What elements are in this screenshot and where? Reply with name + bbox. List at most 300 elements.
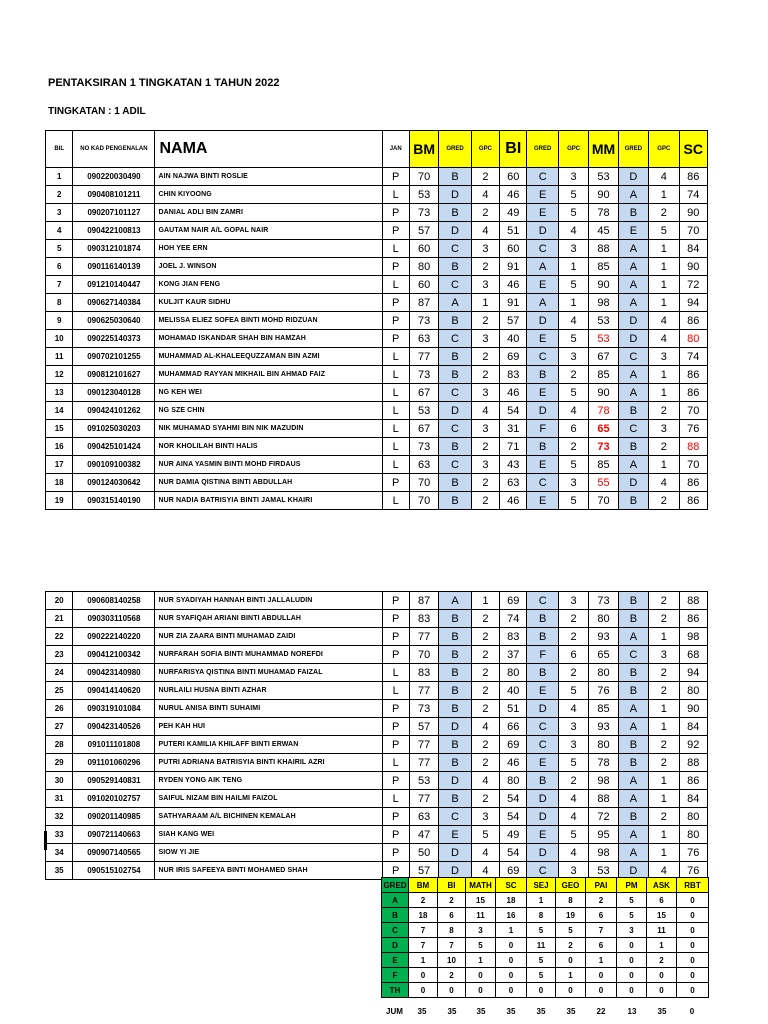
cell-mm-gpc: 2 — [649, 402, 679, 420]
header-ic: NO KAD PENGENALAN — [73, 131, 155, 168]
cell-bi-gpc: 5 — [558, 754, 588, 772]
header-mm: MM — [589, 131, 618, 168]
summary-count: 2 — [409, 893, 438, 908]
cell-mm: 98 — [589, 294, 618, 312]
summary-count: 15 — [466, 893, 496, 908]
cell-bm-gred: C — [439, 456, 471, 474]
cell-ic: 090201140985 — [73, 808, 155, 826]
table-header-row — [46, 131, 708, 168]
cell-mm: 90 — [589, 276, 618, 294]
cell-bm-gpc: 2 — [471, 312, 499, 330]
cell-ic: 091025030203 — [73, 420, 155, 438]
jum-value: 0 — [689, 1007, 695, 1016]
cell-bi-gpc: 4 — [558, 700, 588, 718]
cell-bi: 54 — [500, 402, 527, 420]
cell-bi-gpc: 5 — [558, 384, 588, 402]
summary-count: 5 — [527, 923, 556, 938]
summary-count: 3 — [617, 923, 647, 938]
cell-mm-gred: A — [618, 772, 648, 790]
cell-sc: 86 — [679, 610, 708, 628]
cell-jan: P — [382, 312, 409, 330]
summary-count: 0 — [617, 983, 647, 998]
cell-ic: 091101060296 — [73, 754, 155, 772]
cell-mm-gpc: 2 — [649, 808, 679, 826]
summary-count: 0 — [409, 983, 438, 998]
summary-header-cell: BM — [409, 878, 438, 893]
cell-mm-gpc: 3 — [649, 420, 679, 438]
header-sc: SC — [679, 131, 708, 168]
summary-count: 19 — [556, 908, 586, 923]
table-row — [46, 348, 708, 366]
cell-bm-gpc: 2 — [471, 348, 499, 366]
cell-bi-gred: C — [527, 348, 558, 366]
cell-bi-gpc: 3 — [558, 592, 588, 610]
cell-bm-gred: B — [439, 168, 471, 186]
jum-value: 35 — [657, 1007, 667, 1016]
jum-value: 35 — [566, 1007, 576, 1016]
cell-ic: 090222140220 — [73, 628, 155, 646]
cell-bm-gpc: 5 — [471, 826, 499, 844]
summary-header-cell: RBT — [677, 878, 709, 893]
cell-ic: 090315140190 — [73, 492, 155, 510]
cell-sc: 80 — [679, 330, 708, 348]
cell-bi-gred: E — [527, 186, 558, 204]
cell-mm-gpc: 1 — [649, 826, 679, 844]
cell-bm-gpc: 3 — [471, 456, 499, 474]
cell-bi-gpc: 4 — [558, 222, 588, 240]
page-title: PENTAKSIRAN 1 TINGKATAN 1 TAHUN 2022 — [48, 77, 280, 89]
cell-sc: 68 — [679, 646, 708, 664]
cell-bi-gred: C — [527, 240, 558, 258]
cell-mm-gpc: 1 — [649, 294, 679, 312]
cell-mm-gred: D — [618, 862, 648, 880]
summary-count: 0 — [556, 953, 586, 968]
cell-bil: 3 — [46, 204, 73, 222]
summary-count: 0 — [617, 968, 647, 983]
cell-ic: 090423140980 — [73, 664, 155, 682]
table-row — [46, 808, 708, 826]
summary-count: 1 — [496, 923, 527, 938]
summary-count: 15 — [647, 908, 677, 923]
cell-bm: 77 — [409, 790, 438, 808]
cell-bi-gpc: 3 — [558, 348, 588, 366]
cell-jan: P — [382, 610, 409, 628]
cell-bm: 73 — [409, 204, 438, 222]
cell-mm: 78 — [589, 754, 618, 772]
cell-mm-gred: A — [618, 718, 648, 736]
cell-bm-gpc: 1 — [471, 592, 499, 610]
summary-count: 6 — [586, 938, 617, 953]
cell-bm-gred: C — [439, 808, 471, 826]
table-row — [46, 276, 708, 294]
cell-bi-gred: D — [527, 402, 558, 420]
cell-name: MUHAMMAD RAYYAN MIKHAIL BIN AHMAD FAIZ — [155, 366, 382, 384]
summary-grade-label: B — [382, 908, 409, 923]
cell-bm: 63 — [409, 330, 438, 348]
cell-bm-gred: B — [439, 682, 471, 700]
cell-mm-gred: B — [618, 754, 648, 772]
cell-mm: 88 — [589, 790, 618, 808]
summary-count: 0 — [677, 893, 709, 908]
table-row — [46, 456, 708, 474]
cell-bm-gred: A — [439, 592, 471, 610]
cell-sc: 86 — [679, 474, 708, 492]
cell-bm: 57 — [409, 718, 438, 736]
cell-mm-gred: B — [618, 736, 648, 754]
cell-name: MOHAMAD ISKANDAR SHAH BIN HAMZAH — [155, 330, 382, 348]
table-row — [46, 844, 708, 862]
cell-bi-gred: C — [527, 474, 558, 492]
table-row — [46, 294, 708, 312]
jum-value: 13 — [627, 1007, 637, 1016]
cell-name: NURUL ANISA BINTI SUHAIMI — [155, 700, 382, 718]
cell-name: GAUTAM NAIR A/L GOPAL NAIR — [155, 222, 382, 240]
cell-mm-gred: A — [618, 276, 648, 294]
cell-bm-gred: D — [439, 222, 471, 240]
cell-mm: 65 — [589, 646, 618, 664]
cell-jan: P — [382, 330, 409, 348]
cell-bm-gred: B — [439, 348, 471, 366]
cell-mm-gred: A — [618, 294, 648, 312]
cell-name: NG SZE CHIN — [155, 402, 382, 420]
cell-bi: 60 — [500, 168, 527, 186]
cell-bm: 60 — [409, 276, 438, 294]
table-row — [46, 718, 708, 736]
cell-jan: P — [382, 808, 409, 826]
jum-value: 22 — [596, 1007, 606, 1016]
cell-ic: 090408101211 — [73, 186, 155, 204]
cell-bi-gred: C — [527, 168, 558, 186]
cell-bm: 67 — [409, 420, 438, 438]
cell-ic: 090123040128 — [73, 384, 155, 402]
cell-bm-gred: D — [439, 844, 471, 862]
cell-bm: 70 — [409, 168, 438, 186]
cell-bil: 21 — [46, 610, 73, 628]
cell-jan: P — [382, 222, 409, 240]
summary-count: 16 — [496, 908, 527, 923]
cell-sc: 90 — [679, 258, 708, 276]
cell-mm: 78 — [589, 402, 618, 420]
summary-count: 7 — [586, 923, 617, 938]
cell-jan: P — [382, 258, 409, 276]
cell-bm: 83 — [409, 610, 438, 628]
cell-mm-gred: A — [618, 258, 648, 276]
cell-mm-gpc: 2 — [649, 754, 679, 772]
summary-count: 11 — [647, 923, 677, 938]
header-gpc-bm: GPC — [471, 131, 499, 168]
summary-count: 18 — [409, 908, 438, 923]
cell-mm-gpc: 1 — [649, 844, 679, 862]
cell-ic: 090412100342 — [73, 646, 155, 664]
summary-count: 1 — [556, 968, 586, 983]
cell-sc: 70 — [679, 222, 708, 240]
summary-count: 0 — [647, 968, 677, 983]
cell-bil: 27 — [46, 718, 73, 736]
cell-mm: 85 — [589, 258, 618, 276]
cell-bi-gred: A — [527, 294, 558, 312]
cell-name: NUR IRIS SAFEEYA BINTI MOHAMED SHAH — [155, 862, 382, 880]
cell-bm-gred: B — [439, 474, 471, 492]
cell-bil: 15 — [46, 420, 73, 438]
cell-ic: 090423140526 — [73, 718, 155, 736]
cell-bm-gpc: 3 — [471, 276, 499, 294]
table-row — [46, 312, 708, 330]
cell-mm-gred: B — [618, 492, 648, 510]
cell-jan: P — [382, 718, 409, 736]
cell-bm: 57 — [409, 862, 438, 880]
summary-count: 2 — [586, 893, 617, 908]
cell-bm-gpc: 1 — [471, 294, 499, 312]
summary-row — [382, 923, 709, 938]
cell-bm-gpc: 3 — [471, 808, 499, 826]
cell-name: PUTERI KAMILIA KHILAFF BINTI ERWAN — [155, 736, 382, 754]
cell-mm: 53 — [589, 312, 618, 330]
summary-count: 11 — [527, 938, 556, 953]
cell-jan: P — [382, 736, 409, 754]
cell-bi-gred: E — [527, 204, 558, 222]
cell-mm-gred: E — [618, 222, 648, 240]
cell-jan: L — [382, 664, 409, 682]
summary-count: 0 — [677, 923, 709, 938]
cell-ic: 090303110568 — [73, 610, 155, 628]
summary-count: 0 — [466, 968, 496, 983]
cell-bil: 22 — [46, 628, 73, 646]
cell-bm: 73 — [409, 312, 438, 330]
grade-summary-table — [381, 877, 709, 998]
cell-bi-gpc: 3 — [558, 168, 588, 186]
cell-ic: 090207101127 — [73, 204, 155, 222]
cell-sc: 90 — [679, 204, 708, 222]
header-gred-bi: GRED — [527, 131, 558, 168]
cell-jan: P — [382, 474, 409, 492]
cell-bm-gpc: 2 — [471, 258, 499, 276]
cell-bm-gpc: 4 — [471, 862, 499, 880]
cell-bil: 29 — [46, 754, 73, 772]
summary-count: 0 — [438, 983, 466, 998]
summary-count: 8 — [527, 908, 556, 923]
cell-name: NUR SYAFIQAH ARIANI BINTI ABDULLAH — [155, 610, 382, 628]
summary-count: 5 — [527, 953, 556, 968]
cell-bi-gred: E — [527, 384, 558, 402]
cell-bm-gpc: 3 — [471, 384, 499, 402]
cell-bm-gpc: 2 — [471, 168, 499, 186]
cell-jan: L — [382, 186, 409, 204]
cell-bi: 40 — [500, 330, 527, 348]
table-row — [46, 168, 708, 186]
summary-count: 0 — [496, 938, 527, 953]
summary-count: 0 — [496, 953, 527, 968]
header-gpc-mm: GPC — [649, 131, 679, 168]
cell-bil: 9 — [46, 312, 73, 330]
cell-bi-gpc: 5 — [558, 682, 588, 700]
table-row — [46, 420, 708, 438]
cell-bm: 47 — [409, 826, 438, 844]
cell-bm-gpc: 2 — [471, 474, 499, 492]
cell-bi: 71 — [500, 438, 527, 456]
cell-bm: 73 — [409, 700, 438, 718]
cell-bm-gpc: 2 — [471, 664, 499, 682]
cell-jan: P — [382, 772, 409, 790]
cell-bi-gred: E — [527, 276, 558, 294]
cell-bm: 60 — [409, 240, 438, 258]
cell-bi: 51 — [500, 700, 527, 718]
cell-bil: 2 — [46, 186, 73, 204]
cell-bm: 77 — [409, 628, 438, 646]
cell-bi-gpc: 5 — [558, 204, 588, 222]
summary-header-cell: SEJ — [527, 878, 556, 893]
cell-sc: 88 — [679, 754, 708, 772]
cell-mm: 55 — [589, 474, 618, 492]
cell-bi-gred: C — [527, 736, 558, 754]
cell-mm-gpc: 1 — [649, 790, 679, 808]
table-row — [46, 790, 708, 808]
cell-bi: 69 — [500, 862, 527, 880]
cell-bm-gpc: 2 — [471, 492, 499, 510]
cell-bm-gred: B — [439, 628, 471, 646]
cell-ic: 090220030490 — [73, 168, 155, 186]
cell-sc: 70 — [679, 402, 708, 420]
cell-bm: 70 — [409, 474, 438, 492]
cell-mm-gred: A — [618, 240, 648, 258]
cell-bi-gpc: 5 — [558, 826, 588, 844]
cell-bil: 19 — [46, 492, 73, 510]
cell-bm: 77 — [409, 754, 438, 772]
cell-name: RYDEN YONG AIK TENG — [155, 772, 382, 790]
cell-bi-gpc: 5 — [558, 276, 588, 294]
cell-sc: 74 — [679, 186, 708, 204]
summary-count: 0 — [586, 983, 617, 998]
cell-bi-gred: E — [527, 682, 558, 700]
cell-bm-gpc: 2 — [471, 736, 499, 754]
table-row — [46, 664, 708, 682]
cell-name: JOEL J. WINSON — [155, 258, 382, 276]
cell-mm: 98 — [589, 844, 618, 862]
cell-sc: 98 — [679, 628, 708, 646]
cell-bi: 46 — [500, 492, 527, 510]
summary-count: 0 — [677, 953, 709, 968]
cell-bm-gpc: 3 — [471, 330, 499, 348]
cell-name: SATHYARAAM A/L BICHINEN KEMALAH — [155, 808, 382, 826]
cell-name: NURFARAH SOFIA BINTI MUHAMMAD NOREFDI — [155, 646, 382, 664]
header-nama: NAMA — [155, 131, 382, 168]
cell-bi: 60 — [500, 240, 527, 258]
header-bi: BI — [500, 131, 527, 168]
table-row — [46, 330, 708, 348]
cell-ic: 090907140565 — [73, 844, 155, 862]
cell-bm-gpc: 2 — [471, 438, 499, 456]
cell-bm: 83 — [409, 664, 438, 682]
cell-jan: L — [382, 456, 409, 474]
cell-mm-gred: A — [618, 384, 648, 402]
table-row — [46, 366, 708, 384]
cell-bm-gpc: 2 — [471, 682, 499, 700]
summary-row — [382, 953, 709, 968]
summary-count: 0 — [496, 983, 527, 998]
cell-bil: 32 — [46, 808, 73, 826]
cell-bil: 5 — [46, 240, 73, 258]
cell-bi: 51 — [500, 222, 527, 240]
cell-bi: 37 — [500, 646, 527, 664]
cell-bm: 87 — [409, 592, 438, 610]
cell-bi: 69 — [500, 348, 527, 366]
cell-bm-gred: D — [439, 186, 471, 204]
cell-ic: 090124030642 — [73, 474, 155, 492]
cell-bi-gred: F — [527, 646, 558, 664]
cell-bm-gpc: 2 — [471, 628, 499, 646]
cell-ic: 090625030640 — [73, 312, 155, 330]
cell-bm-gred: B — [439, 204, 471, 222]
cell-mm-gred: B — [618, 610, 648, 628]
cell-bm-gred: B — [439, 312, 471, 330]
cell-jan: L — [382, 402, 409, 420]
cell-mm: 53 — [589, 330, 618, 348]
cell-bm-gred: B — [439, 736, 471, 754]
header-bm: BM — [409, 131, 438, 168]
summary-count: 6 — [647, 893, 677, 908]
cell-mm: 98 — [589, 772, 618, 790]
cell-mm: 78 — [589, 204, 618, 222]
cell-bm-gpc: 2 — [471, 204, 499, 222]
cell-bil: 6 — [46, 258, 73, 276]
summary-count: 7 — [409, 923, 438, 938]
cell-bil: 23 — [46, 646, 73, 664]
summary-header-cell: MATH — [466, 878, 496, 893]
table-row — [46, 384, 708, 402]
cell-sc: 86 — [679, 312, 708, 330]
summary-count: 2 — [438, 893, 466, 908]
cell-bm-gpc: 4 — [471, 222, 499, 240]
cell-bi: 91 — [500, 294, 527, 312]
cell-mm-gpc: 4 — [649, 168, 679, 186]
cell-mm-gpc: 2 — [649, 610, 679, 628]
cell-bi-gred: D — [527, 808, 558, 826]
cell-bm: 77 — [409, 736, 438, 754]
cell-mm-gpc: 4 — [649, 862, 679, 880]
cell-mm-gpc: 2 — [649, 664, 679, 682]
cell-bm-gred: B — [439, 492, 471, 510]
cell-mm: 85 — [589, 456, 618, 474]
cell-mm-gred: A — [618, 700, 648, 718]
summary-row — [382, 938, 709, 953]
cell-ic: 090116140139 — [73, 258, 155, 276]
cell-bi: 69 — [500, 736, 527, 754]
summary-count: 2 — [556, 938, 586, 953]
cell-bi-gpc: 2 — [558, 772, 588, 790]
summary-count: 0 — [409, 968, 438, 983]
cell-bi: 63 — [500, 474, 527, 492]
cell-jan: L — [382, 276, 409, 294]
cell-bm-gred: B — [439, 754, 471, 772]
cell-mm-gred: D — [618, 312, 648, 330]
cell-bi: 80 — [500, 664, 527, 682]
cell-bi-gpc: 1 — [558, 294, 588, 312]
summary-count: 0 — [677, 968, 709, 983]
cell-bi-gpc: 4 — [558, 790, 588, 808]
cell-bi: 43 — [500, 456, 527, 474]
cell-jan: P — [382, 628, 409, 646]
cell-bm: 77 — [409, 348, 438, 366]
cell-mm: 88 — [589, 240, 618, 258]
cell-mm-gred: D — [618, 474, 648, 492]
cell-mm-gpc: 2 — [649, 204, 679, 222]
summary-row — [382, 893, 709, 908]
cell-jan: L — [382, 366, 409, 384]
cell-mm-gred: B — [618, 808, 648, 826]
cell-jan: P — [382, 862, 409, 880]
cell-name: KULJIT KAUR SIDHU — [155, 294, 382, 312]
cell-sc: 86 — [679, 772, 708, 790]
cell-bm: 70 — [409, 492, 438, 510]
